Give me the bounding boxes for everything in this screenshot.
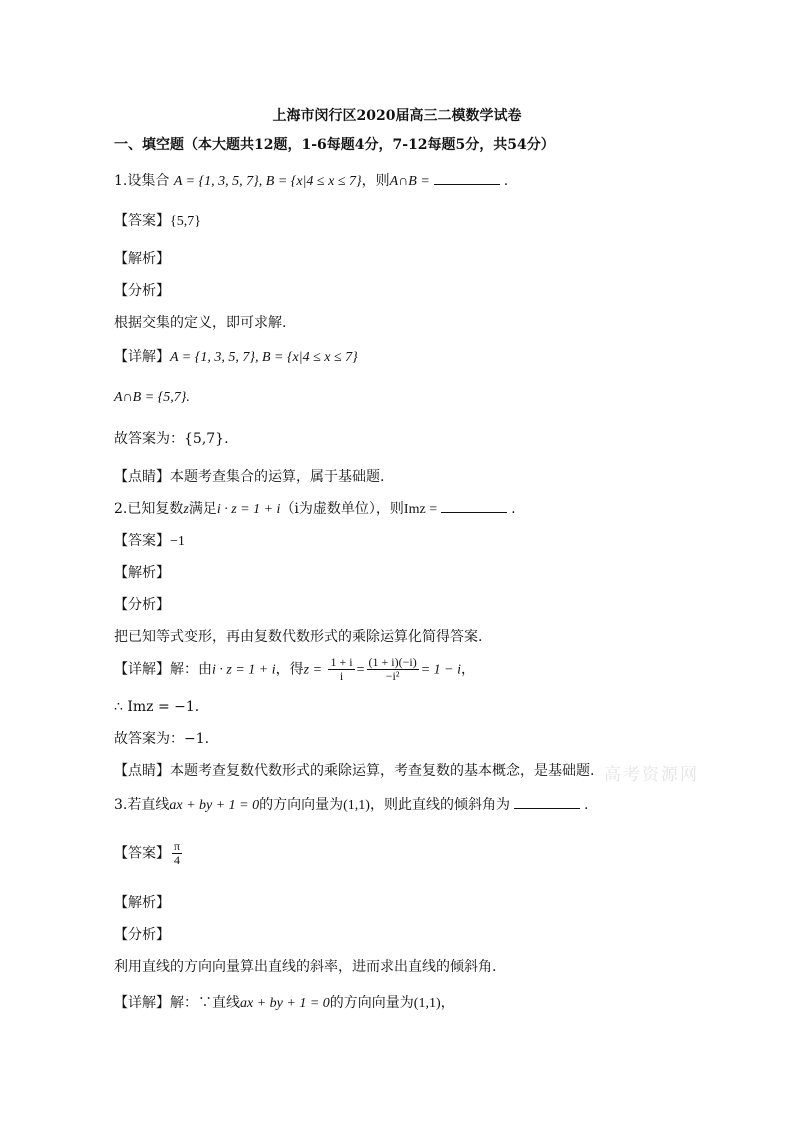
analysis-label: 【解析】 (114, 565, 170, 581)
q2-stem: 2.已知复数z满足i · z = 1 + i（i为虚数单位），则Imz = . (114, 501, 516, 517)
q3-direction-vector: (1,1) (343, 798, 370, 813)
q1-set-a: A = {1, 3, 5, 7} (173, 174, 259, 189)
watermark: 高考资源网 (604, 765, 699, 785)
q2-fenxi-text: 把已知等式变形，再由复数代数形式的乘除运算化简得答案. (114, 629, 483, 645)
q2-comment-line (114, 762, 594, 780)
fenxi-label: 【分析】 (114, 927, 170, 943)
q3-detail-line (114, 994, 455, 1013)
q1-comment: 本题考查集合的运算，属于基础题. (170, 469, 385, 485)
solve-label: 解： (170, 661, 198, 678)
analysis-label: 【解析】 (114, 895, 170, 911)
q2-answer-blank (441, 500, 507, 513)
q3-stem-text-b: 的方向向量为 (259, 797, 344, 813)
comment-label: 【点睛】 (114, 763, 170, 779)
detail-label: 【详解】 (114, 349, 170, 365)
q3-detail-line-equation: ax + by + 1 = 0 (240, 996, 330, 1011)
q2-final-answer: 故答案为：−1. (114, 731, 210, 747)
q2-stem-text-c: （i为虚数单位），则 (280, 501, 404, 517)
q2-stem-text-a: 已知复数 (127, 501, 184, 517)
q1-detail-result (114, 388, 190, 407)
q3-stem-text-c: ，则此直线的倾斜角为 (369, 797, 510, 813)
detail-label: 【详解】 (114, 661, 170, 678)
q1-answer-blank (434, 172, 500, 185)
q3-detail-vector: (1,1) (413, 996, 441, 1011)
q1-number: 1. (114, 173, 128, 189)
q2-detail-equation: i · z = 1 + i (212, 662, 276, 678)
q2-detail-end: ， (460, 661, 475, 678)
q2-imz: Imz = (403, 502, 438, 517)
q1-stem-text-a: 设集合 (127, 173, 170, 189)
q1-comment-line (114, 468, 384, 486)
exam-title: 上海市闵行区2020届高三二模数学试卷 (272, 108, 522, 124)
q2-z-equals: z = (303, 662, 323, 678)
q2-result: = 1 − i (420, 662, 461, 678)
q2-equals-sign: = (356, 662, 365, 678)
q1-detail-line (114, 348, 358, 367)
q2-fraction-1: $\frac{1 + i}{i}$ (330, 655, 353, 683)
analysis-label: 【解析】 (114, 251, 170, 267)
q2-detail-text-b: ，得 (275, 661, 304, 678)
q1-answer-line (114, 212, 201, 231)
q3-detail-text-a: ∵直线 (198, 995, 240, 1011)
q2-answer-line (114, 532, 185, 551)
detail-label: 【详解】 (114, 995, 170, 1011)
answer-label: 【答案】 (114, 213, 170, 229)
q2-z: z (183, 502, 189, 517)
q3-answer-blank (514, 796, 580, 809)
q2-comment: 本题考查复数代数形式的乘除运算，考查复数的基本概念，是基础题. (170, 763, 595, 779)
q3-line-equation: ax + by + 1 = 0 (169, 798, 260, 813)
q3-detail-text-b: 的方向向量为 (329, 995, 414, 1011)
q1-stem-text-b: ，则 (361, 173, 390, 189)
q2-therefore: ∴ Imz = −1. (114, 699, 200, 715)
q2-detail-text-a: 由 (198, 661, 212, 678)
answer-label: 【答案】 (114, 845, 170, 862)
fenxi-label: 【分析】 (114, 283, 170, 299)
q1-stem: 1.设集合 A = {1, 3, 5, 7}, B = {x|4 ≤ x ≤ 7}，则A∩B = . (114, 173, 509, 189)
q3-stem-text-a: 若直线 (127, 797, 170, 813)
q1-expression: A∩B = (389, 174, 430, 189)
q1-final-answer: 故答案为：{5,7}. (114, 431, 229, 447)
q3-detail-end: ， (440, 995, 455, 1011)
section-heading: 一、填空题（本大题共12题，1-6每题4分，7-12每题5分，共54分） (114, 137, 555, 153)
q2-stem-text-b: 满足 (188, 501, 217, 517)
q2-number: 2. (114, 501, 128, 517)
fenxi-label: 【分析】 (114, 597, 170, 613)
q1-set-b: , B = {x|4 ≤ x ≤ 7} (258, 174, 362, 189)
solve-label: 解： (170, 995, 198, 1011)
answer-label: 【答案】 (114, 533, 170, 549)
q1-intersection-result: A∩B = {5,7}. (114, 390, 190, 405)
q3-answer-fraction: $\frac{\pi}{4}$ (174, 839, 181, 867)
q3-stem: 3.若直线ax + by + 1 = 0的方向向量为(1,1)，则此直线的倾斜角为 . (114, 797, 589, 813)
q2-fraction-2: $\frac{(1 + i)(-i)}{\text{−i²}}$ (368, 655, 417, 683)
q1-fenxi-text: 根据交集的定义，即可求解. (114, 315, 287, 331)
comment-label: 【点睛】 (114, 469, 170, 485)
q3-answer-line (114, 840, 184, 867)
q3-fenxi-text: 利用直线的方向向量算出直线的斜率，进而求出直线的倾斜角. (114, 959, 497, 975)
q1-detail-sets: A = {1, 3, 5, 7}, B = {x|4 ≤ x ≤ 7} (170, 350, 358, 365)
q2-answer: −1 (170, 534, 185, 549)
q3-number: 3. (114, 797, 128, 813)
q2-equation: i · z = 1 + i (216, 502, 281, 517)
q1-answer: {5,7} (170, 214, 201, 229)
q2-detail-line (114, 656, 475, 683)
